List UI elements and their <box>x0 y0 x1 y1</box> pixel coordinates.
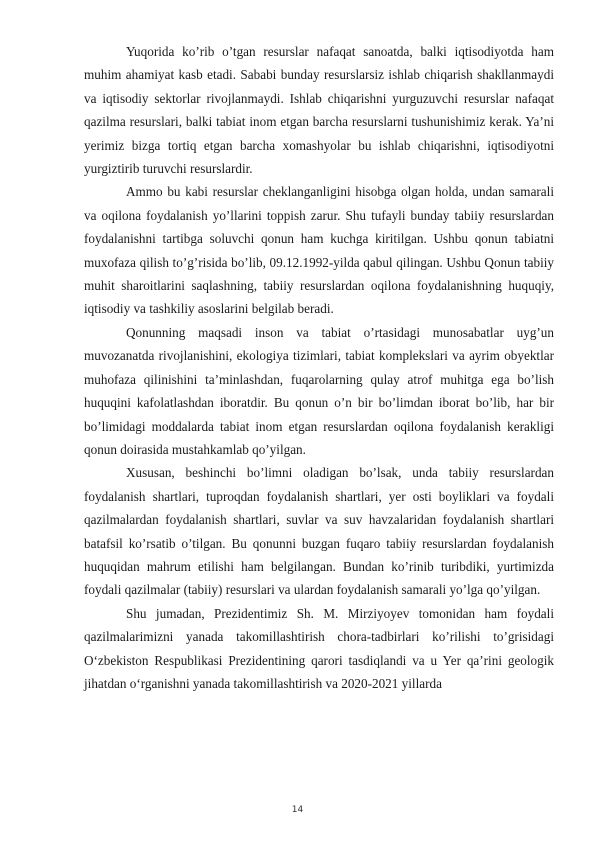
body-paragraph: Ammo bu kabi resurslar cheklanganligini hisobga olgan holda, undan samarali va oqilona foydalanish yo’llarini toppish zarur. Shu tufayli bunday tabiiy resurslardan foydalanishni tartibga soluvchi qonun ham kuchga kiritilgan. Ushbu qonun tabiatni muxofaza qilish to’g’risida bo’lib, 09.12.1992-yilda qabul qilingan. Ushbu Qonun tabiiy muhit sharoitlarini saqlashning, tabiiy resurslardan oqilona foydalanishning huquqiy, iqtisodiy va tashkiliy asoslarini belgilab beradi. <box>84 184 554 317</box>
document-page <box>84 40 554 695</box>
body-paragraph: Yuqorida ko’rib o’tgan resurslar nafaqat sanoatda, balki iqtisodiyotda ham muhim ahamiyat kasb etadi. Sababi bunday resurslarsiz ishlab chiqarish shakllanmaydi va iqtisodiy sektorlar rivojlanmaydi. Ishlab chiqarishni yurguzuvchi resurslar nafaqat qazilma resurslari, balki tabiat inom etgan barcha resurslarni tushunishimiz kerak. Ya’ni yerimiz bizga tortiq etgan barcha xomashyolar bu ishlab chiqarishni, iqtisodiyotni yurgiztirib turuvchi resurslardir. <box>84 44 554 177</box>
body-paragraph: Qonunning maqsadi inson va tabiat o’rtasidagi munosabatlar uyg’un muvozanatda rivojlanishini, ekologiya tizimlari, tabiat komplekslari va ayrim obyektlar muhofaza qilinishini ta’minlashdan, fuqarolarning qulay atrof muhitga ega bo’lish huquqini kafolatlashdan iboratdir. Bu qonun o’n bir bo’limdan iborat bo’lib, har bir bo’limidagi moddalarda tabiat inom etgan resurslardan oqilona foydalanish kerakligi qonun doirasida mustahkamlab qo’yilgan. <box>84 324 554 457</box>
page-number: 14 <box>291 805 304 815</box>
body-paragraph: Shu jumadan, Prezidentimiz Sh. M. Mirziyoyev tomonidan ham foydali qazilmalarimizni yanada takomillashtirish chora-tadbirlari ko’rilishi to’grisidagi O‘zbekiston Respublikasi Prezidentining qarori tasdiqlandi va u Yer qa’rini geologik jihatdan o‘rganishni yanada takomillashtirish va 2020-2021 yillarda <box>84 605 554 691</box>
body-paragraph: Xususan, beshinchi bo’limni oladigan bo’lsak, unda tabiiy resurslardan foydalanish shartlari, tuproqdan foydalanish shartlari, yer osti boyliklari va foydali qazilmalardan foydalanish shartlari, suvlar va suv havzalaridan foydalanish shartlari batafsil ko’rsatib o’tilgan. Bu qonunni buzgan fuqaro tabiiy resurslardan foydalanish huquqidan mahrum etilishi ham belgilangan. Bundan ko’rinib turibdiki, yurtimizda foydali qazilmalar (tabiiy) resurslari va ulardan foydalanish samarali yo’lga qo’yilgan. <box>84 465 554 598</box>
